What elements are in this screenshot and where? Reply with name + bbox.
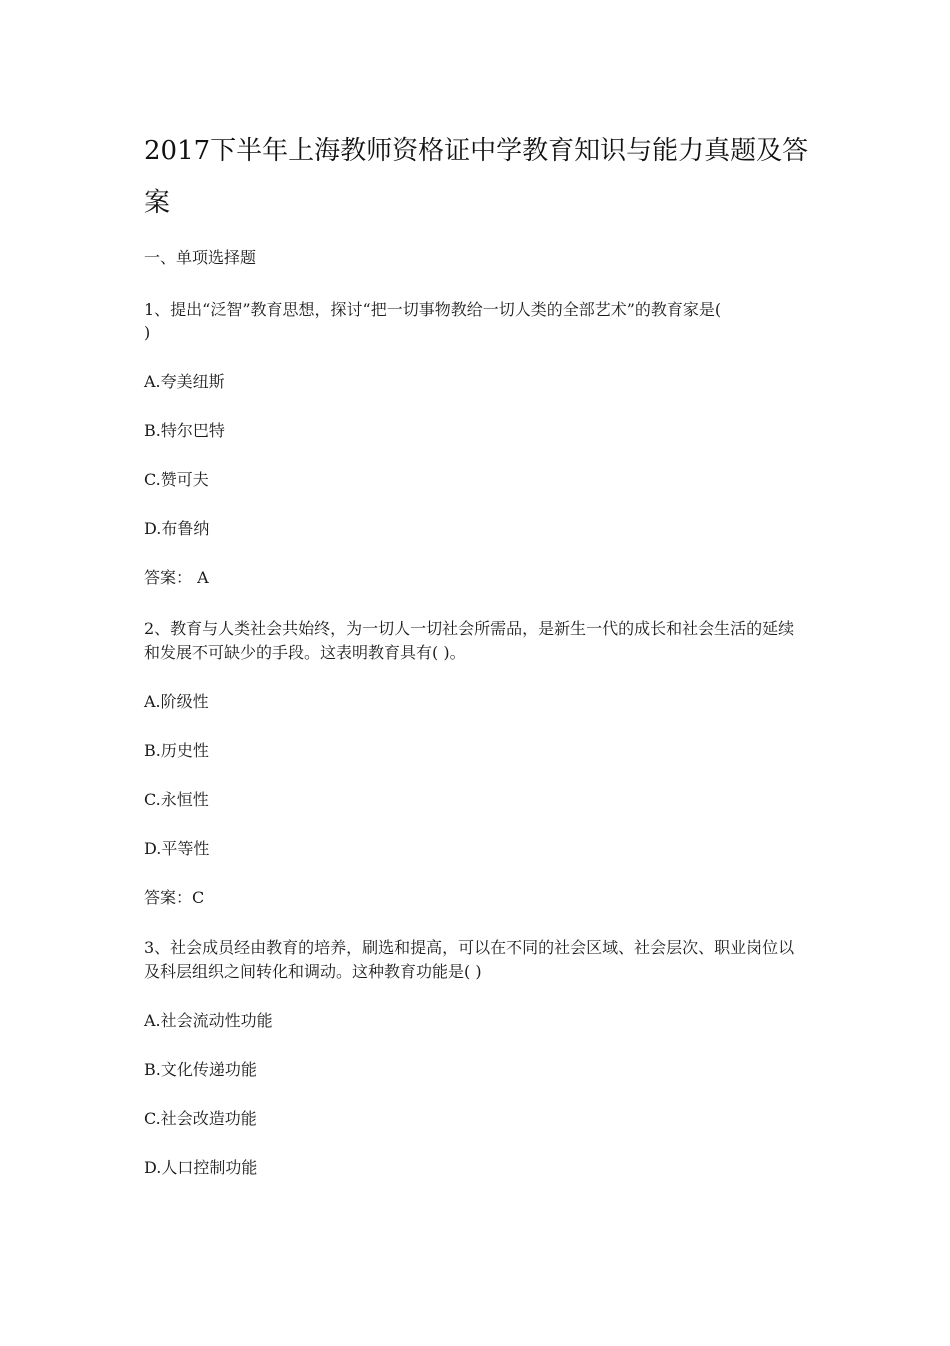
question-3-option-c: C.社会改造功能: [144, 1109, 257, 1128]
question-2-option-a: A.阶级性: [144, 692, 209, 711]
question-1-stem-line-2: ): [144, 323, 151, 342]
question-3-option-a: A.社会流动性功能: [144, 1011, 273, 1030]
question-2-option-d: D.平等性: [144, 839, 210, 858]
question-1-answer: 答案： A: [144, 568, 209, 587]
question-2-option-c: C.永恒性: [144, 790, 209, 809]
question-1-option-a: A.夸美纽斯: [144, 372, 225, 391]
question-3-stem-line-2: 及科层组织之间转化和调动。这种教育功能是( ): [144, 962, 482, 981]
question-1-option-b: B.特尔巴特: [144, 421, 225, 440]
question-2-stem-line-2: 和发展不可缺少的手段。这表明教育具有( )。: [144, 643, 466, 662]
section-heading: 一、单项选择题: [144, 248, 257, 267]
document-title: 2017下半年上海教师资格证中学教育知识与能力真题及答案: [144, 136, 809, 218]
question-3-option-b: B.文化传递功能: [144, 1060, 257, 1079]
question-1-stem-line-1: 1、提出“泛智”教育思想，探讨“把一切事物教给一切人类的全部艺术”的教育家是(: [144, 300, 722, 319]
question-1-option-d: D.布鲁纳: [144, 519, 210, 538]
question-2-answer: 答案：C: [144, 888, 205, 907]
question-2-option-b: B.历史性: [144, 741, 209, 760]
question-3-stem-line-1: 3、社会成员经由教育的培养，刷选和提高，可以在不同的社会区域、社会层次、职业岗位以: [144, 938, 795, 957]
question-3-option-d: D.人口控制功能: [144, 1158, 258, 1177]
question-1-option-c: C.赞可夫: [144, 470, 209, 489]
question-2-stem-line-1: 2、教育与人类社会共始终，为一切人一切社会所需品，是新生一代的成长和社会生活的延续: [144, 619, 795, 638]
